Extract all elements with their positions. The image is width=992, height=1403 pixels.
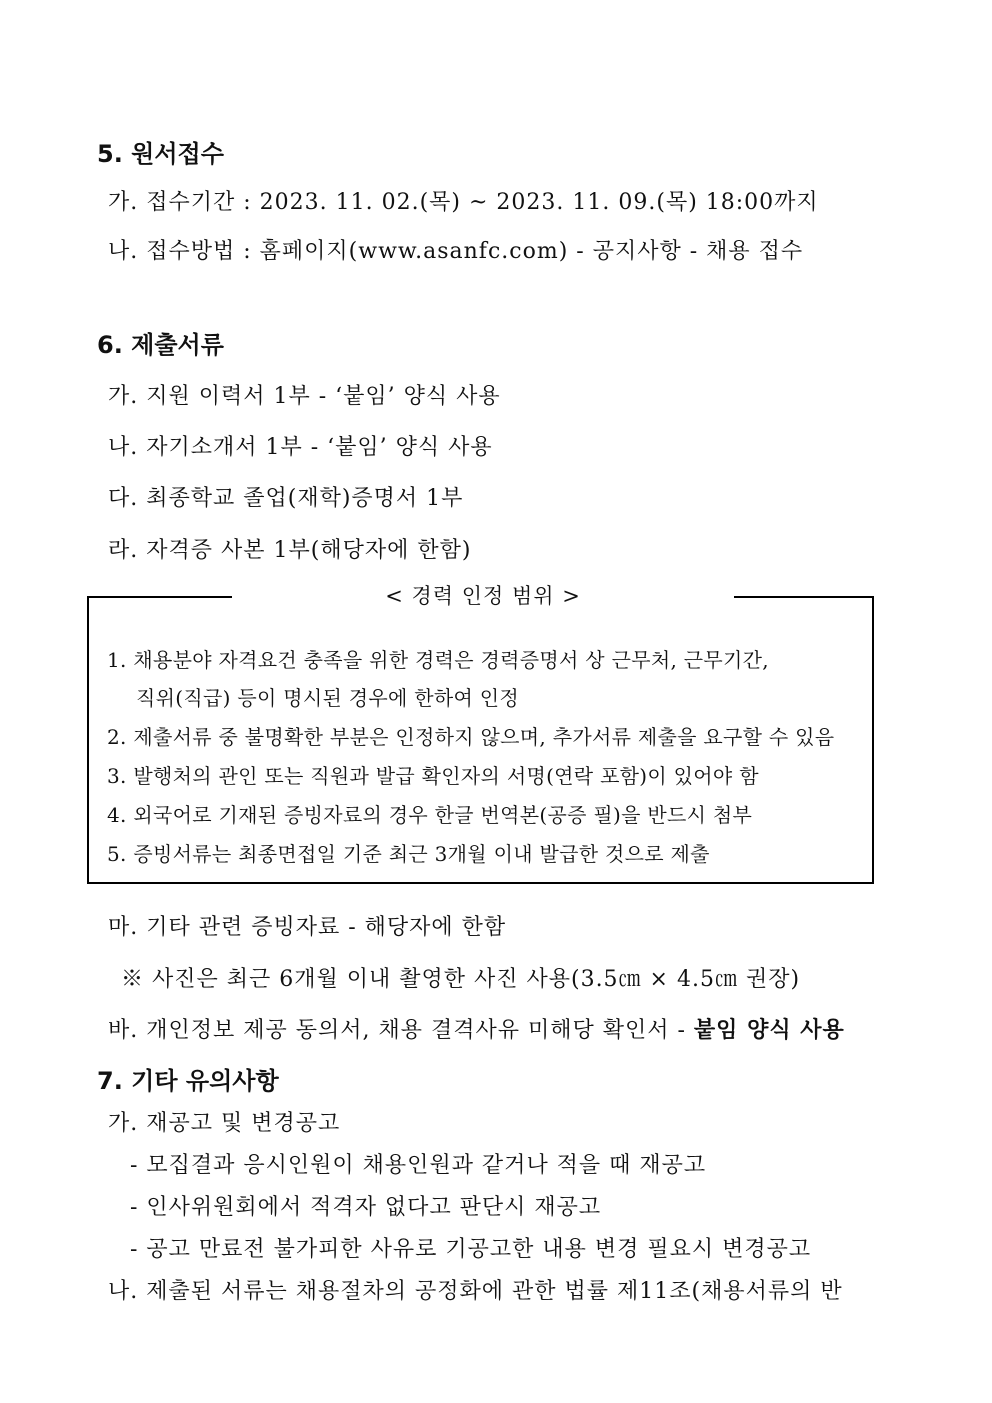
career-rule-1-cont: 직위(직급) 등이 명시된 경우에 한하여 인정 [136,686,520,710]
career-rule-4: 4. 외국어로 기재된 증빙자료의 경우 한글 번역본(공증 필)을 반드시 첨부 [107,803,753,827]
career-box-title: < 경력 인정 범위 > [232,582,734,610]
receipt-period: 가. 접수기간 : 2023. 11. 02.(목) ~ 2023. 11. 09.(목) 18:00까지 [108,190,819,215]
doc-item-na: 나. 자기소개서 1부 - ‘붙임’ 양식 사용 [108,435,493,460]
doc-item-ga: 가. 지원 이력서 1부 - ‘붙임’ 양식 사용 [108,384,501,409]
career-rule-2: 2. 제출서류 중 불명확한 부분은 인정하지 않으며, 추가서류 제출을 요구할 수 있음 [107,725,835,749]
notice-item-ga: 가. 재공고 및 변경공고 [108,1111,341,1136]
section-5-heading: 5. 원서접수 [97,140,224,168]
doc-item-ba-text: 바. 개인정보 제공 동의서, 채용 결격사유 미해당 확인서 - [108,1018,694,1043]
receipt-method: 나. 접수방법 : 홈페이지(www.asanfc.com) - 공지사항 - 채용 접수 [108,239,804,264]
doc-item-ba-bold: 붙임 양식 사용 [693,1018,845,1043]
career-rule-3: 3. 발행처의 관인 또는 직원과 발급 확인자의 서명(연락 포함)이 있어야 함 [107,764,759,788]
notice-subitem-1: - 모집결과 응시인원이 채용인원과 같거나 적을 때 재공고 [130,1153,707,1178]
career-rule-1: 1. 채용분야 자격요건 충족을 위한 경력은 경력증명서 상 근무처, 근무기간, [107,648,769,672]
doc-item-ba [108,1017,845,1045]
doc-item-ma: 마. 기타 관련 증빙자료 - 해당자에 한함 [108,915,507,940]
doc-item-ra: 라. 자격증 사본 1부(해당자에 한함) [108,538,472,563]
section-7-heading: 7. 기타 유의사항 [97,1067,279,1095]
notice-item-na: 나. 제출된 서류는 채용절차의 공정화에 관한 법률 제11조(채용서류의 반 [108,1279,843,1304]
section-6-heading: 6. 제출서류 [97,331,224,359]
career-rule-5: 5. 증빙서류는 최종면접일 기준 최근 3개월 이내 발급한 것으로 제출 [107,842,710,866]
doc-item-da: 다. 최종학교 졸업(재학)증명서 1부 [108,486,464,511]
photo-note: ※ 사진은 최근 6개월 이내 촬영한 사진 사용(3.5㎝ × 4.5㎝ 권장) [121,967,801,992]
notice-subitem-3: - 공고 만료전 불가피한 사유로 기공고한 내용 변경 필요시 변경공고 [130,1237,812,1262]
notice-subitem-2: - 인사위원회에서 적격자 없다고 판단시 재공고 [130,1195,602,1220]
